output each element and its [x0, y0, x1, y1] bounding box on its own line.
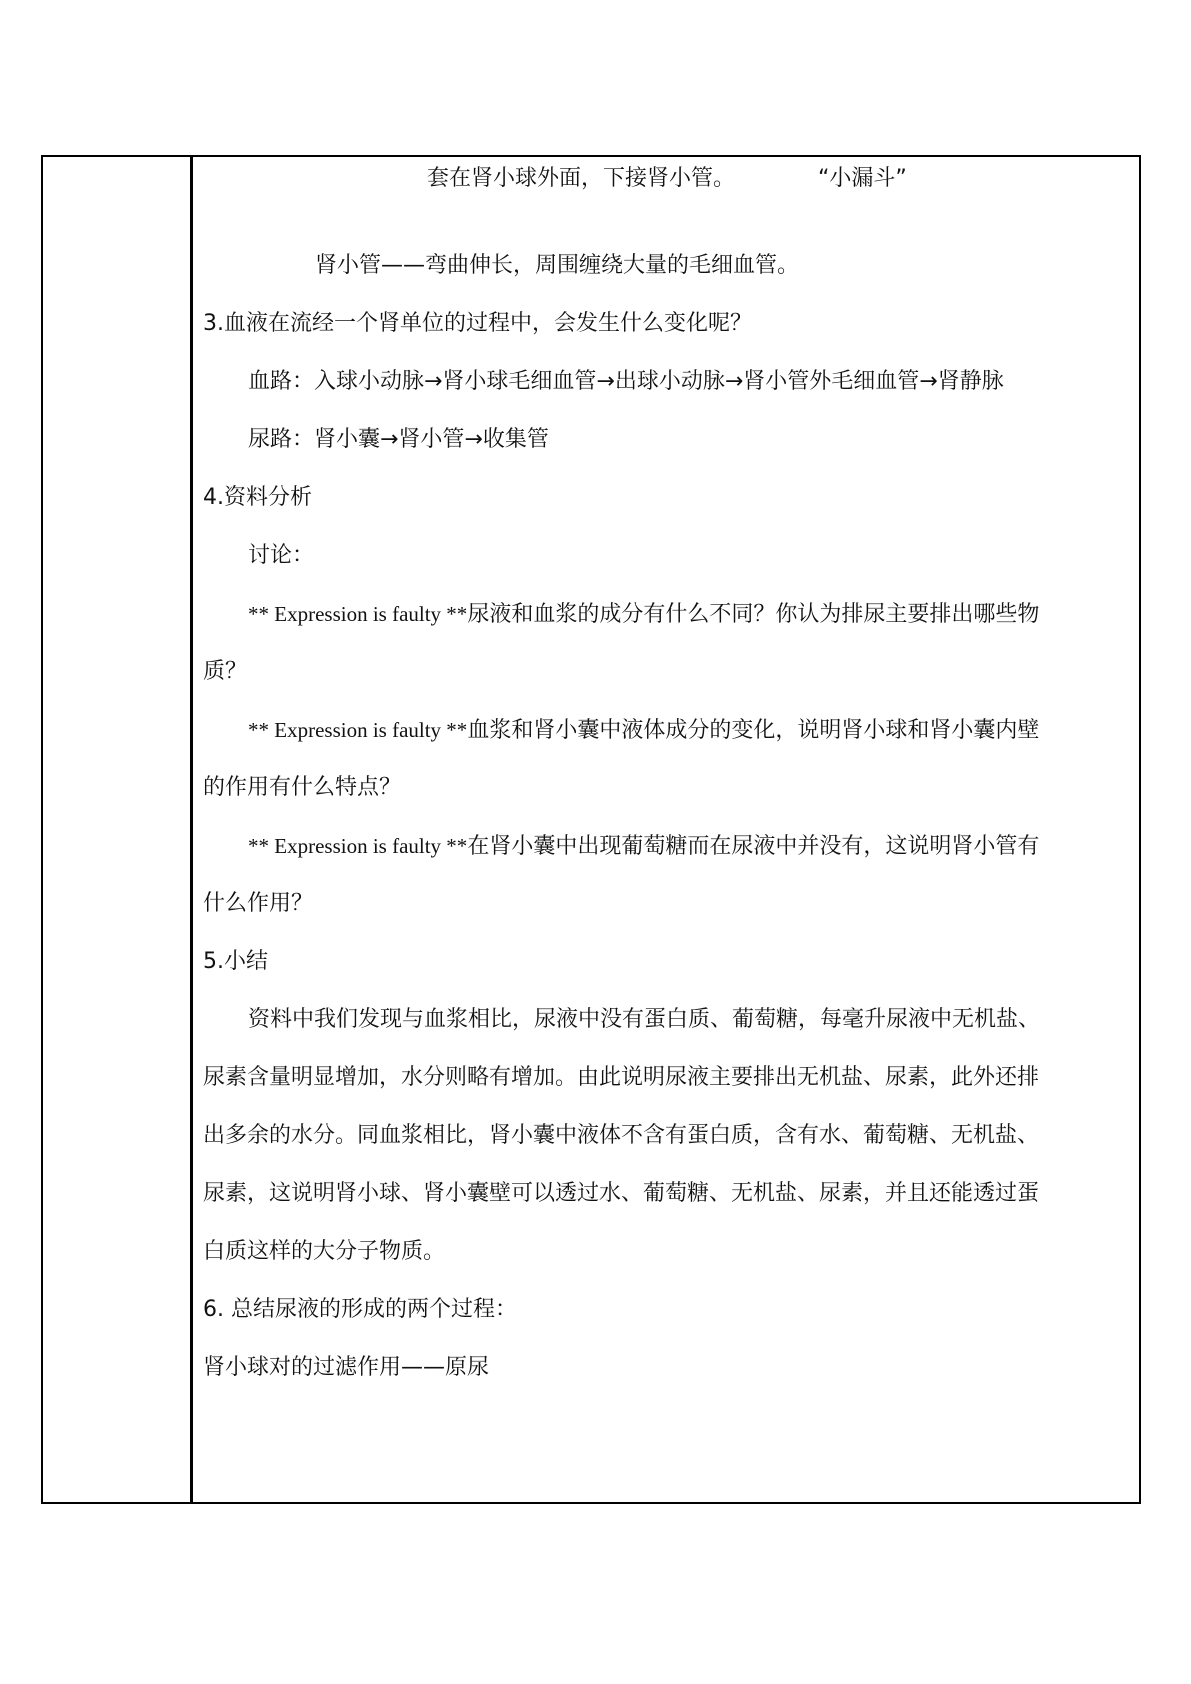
- content-cell: [193, 157, 1139, 1502]
- text-line: 资料中我们发现与血浆相比，尿液中没有蛋白质、葡萄糖，每毫升尿液中无机盐、: [248, 1007, 1041, 1032]
- text-line: 白质这样的大分子物质。: [203, 1239, 446, 1264]
- text-line: [248, 831, 1119, 862]
- text-line: [248, 715, 1119, 746]
- error-text: ** Expression is faulty **: [248, 718, 468, 742]
- text-line: 5.小结: [203, 949, 268, 974]
- text-line: 尿素含量明显增加，水分则略有增加。由此说明尿液主要排出无机盐、尿素，此外还排: [203, 1065, 1040, 1090]
- text-line: [427, 164, 1119, 194]
- text-line: 3.血液在流经一个肾单位的过程中，会发生什么变化呢？: [203, 311, 752, 336]
- error-text: ** Expression is faulty **: [248, 602, 468, 626]
- line-text: 尿液和血浆的成分有什么不同？你认为排尿主要排出哪些物: [467, 602, 1040, 627]
- text-line: 质？: [203, 659, 248, 684]
- text-line: 肾小球对的过滤作用——原尿: [203, 1355, 490, 1380]
- line-text: 套在肾小球外面，下接肾小管。: [427, 166, 736, 191]
- text-line: 出多余的水分。同血浆相比，肾小囊中液体不含有蛋白质，含有水、葡萄糖、无机盐、: [203, 1123, 1040, 1148]
- text-line: 的作用有什么特点？: [203, 775, 402, 800]
- text-line: 讨论：: [248, 543, 315, 568]
- lesson-table: [41, 155, 1141, 1504]
- error-text: ** Expression is faulty **: [248, 834, 468, 858]
- text-line: 6. 总结尿液的形成的两个过程：: [203, 1297, 517, 1322]
- text-line: 尿素，这说明肾小球、肾小囊壁可以透过水、葡萄糖、无机盐、尿素，并且还能透过蛋: [203, 1181, 1040, 1206]
- left-column-cell: [43, 157, 193, 1502]
- line-text: 血浆和肾小囊中液体成分的变化，说明肾小球和肾小囊内壁: [467, 718, 1040, 743]
- text-line: 血路：入球小动脉→肾小球毛细血管→出球小动脉→肾小管外毛细血管→肾静脉: [248, 369, 1004, 394]
- text-line: 4.资料分析: [203, 485, 312, 510]
- text-line: 尿路：肾小囊→肾小管→收集管: [248, 427, 549, 452]
- line-text: 在肾小囊中出现葡萄糖而在尿液中并没有，这说明肾小管有: [467, 834, 1040, 859]
- text-line: 什么作用？: [203, 891, 314, 916]
- line-text-quote: “小漏斗”: [818, 166, 907, 191]
- text-line: 肾小管——弯曲伸长，周围缠绕大量的毛细血管。: [315, 253, 800, 278]
- text-line: [248, 599, 1119, 630]
